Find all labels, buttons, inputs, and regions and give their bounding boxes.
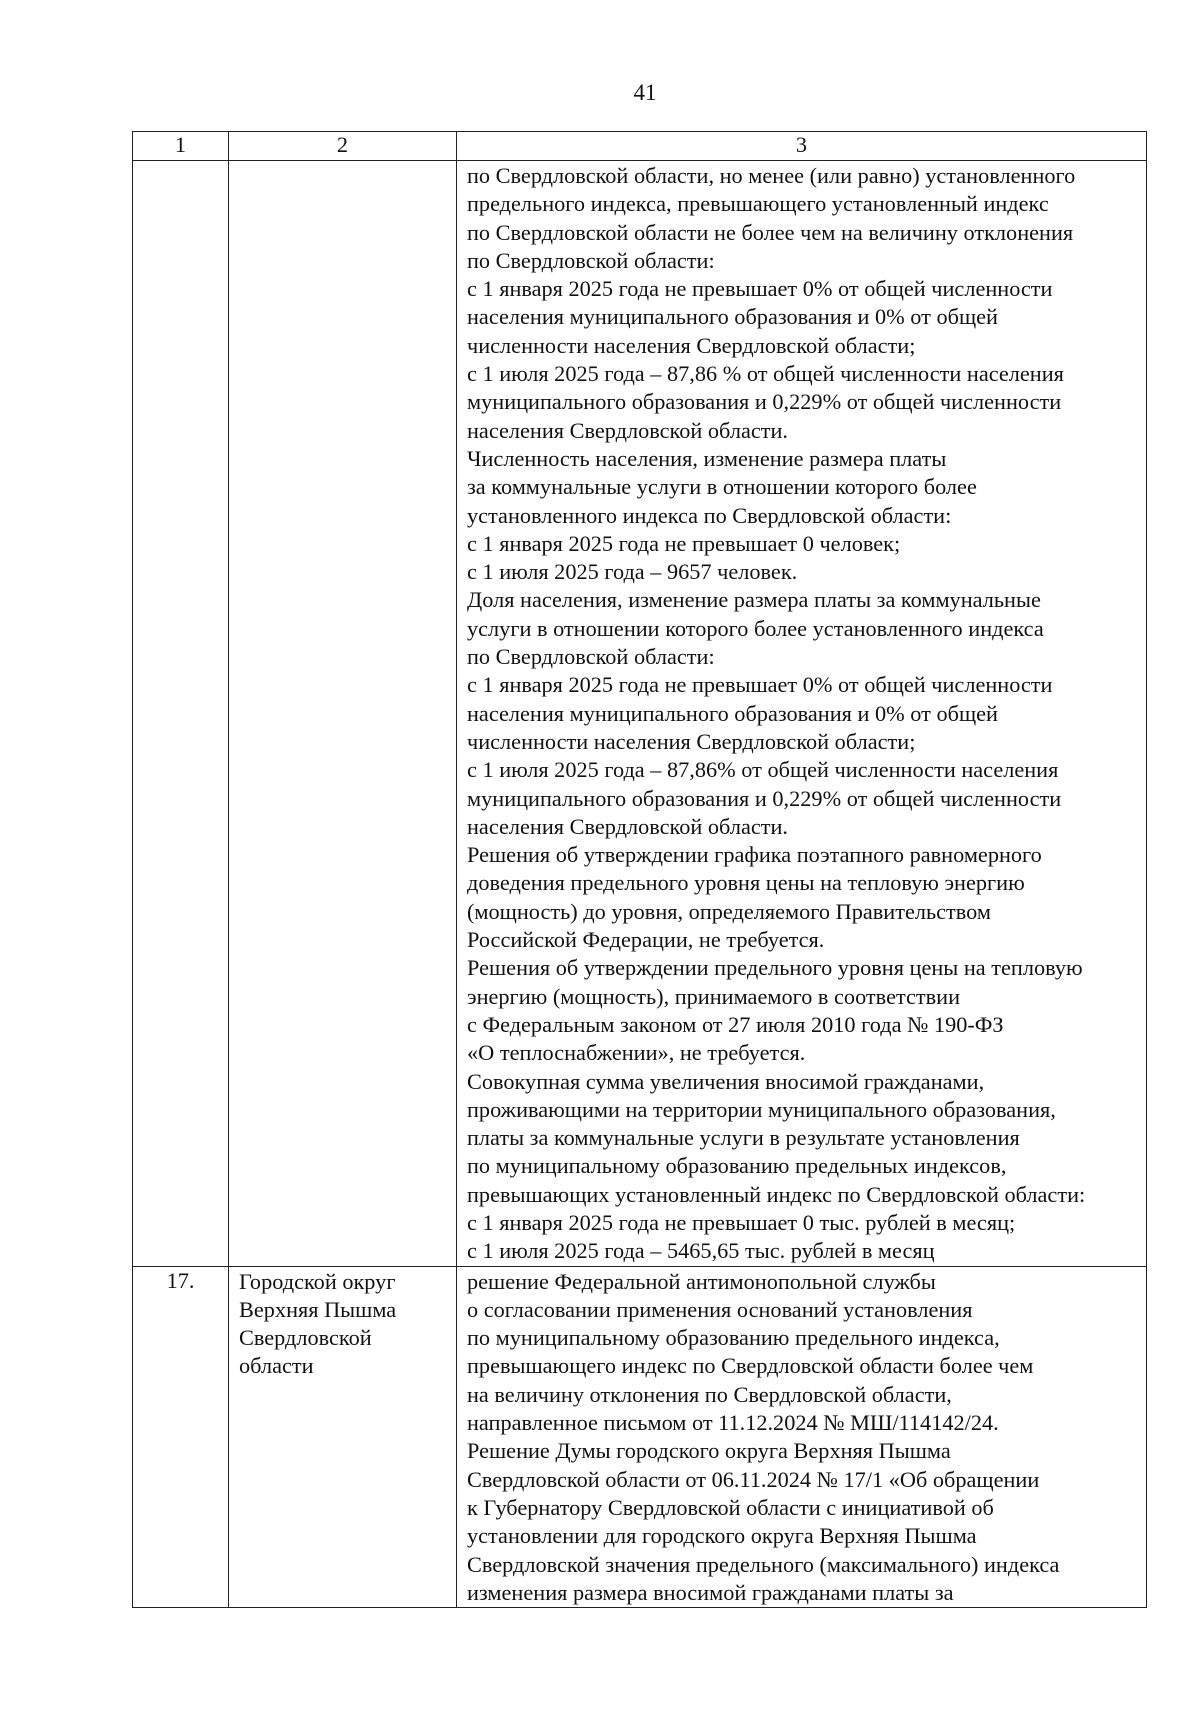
text-line: энергию (мощность), принимаемого в соответствии — [467, 983, 961, 1009]
text-line: изменения размера вносимой гражданами платы за — [467, 1579, 954, 1605]
text-line: населения муниципального образования и 0% от общей — [467, 700, 998, 726]
text-line: по Свердловской области, но менее (или равно) установленного — [467, 163, 1076, 188]
column-header-1: 1 — [133, 132, 229, 161]
municipality-name-cell — [229, 1266, 457, 1608]
text-line: Свердловской значения предельного (максимального) индекса — [467, 1551, 1060, 1577]
text-line: по муниципальному образованию предельных индексов, — [467, 1153, 1007, 1179]
text-line: превышающего индекс по Свердловской области более чем — [467, 1353, 1034, 1379]
text-line: Решения об утверждении предельного уровня цены на тепловую — [467, 955, 1083, 981]
text-line: Российской Федерации, не требуется. — [467, 927, 825, 953]
text-line: муниципального образования и 0,229% от общей численности — [467, 785, 1062, 811]
column-header-2: 2 — [229, 132, 457, 161]
text-line: Свердловской области от 06.11.2024 № 17/1 «Об обращении — [467, 1466, 1040, 1492]
table-row-continued — [133, 161, 1147, 1267]
text-line: за коммунальные услуги в отношении которого более — [467, 474, 977, 500]
text-line: проживающими на территории муниципального образования, — [467, 1096, 1056, 1122]
text-line: с 1 июля 2025 года – 5465,65 тыс. рублей в месяц — [467, 1238, 935, 1264]
text-line: к Губернатору Свердловской области с инициативой об — [467, 1494, 994, 1520]
row-number-cell — [133, 161, 229, 1267]
text-line: установлении для городского округа Верхняя Пышма — [467, 1523, 977, 1549]
table-row-17 — [133, 1266, 1147, 1608]
text-line: установленного индекса по Свердловской области: — [467, 502, 952, 528]
text-line: «О теплоснабжении», не требуется. — [467, 1040, 806, 1066]
description-cell — [457, 1266, 1147, 1608]
text-line: по Свердловской области: — [467, 247, 715, 273]
text-line: Доля населения, изменение размера платы за коммунальные — [467, 587, 1041, 613]
municipality-name-cell — [229, 161, 457, 1267]
text-line: области — [239, 1353, 314, 1379]
text-line: муниципального образования и 0,229% от общей численности — [467, 389, 1062, 415]
text-line: Решение Думы городского округа Верхняя Пышма — [467, 1438, 951, 1464]
text-line: с 1 января 2025 года не превышает 0 тыс. рублей в месяц; — [467, 1209, 1016, 1235]
text-line: превышающих установленный индекс по Свердловской области: — [467, 1181, 1086, 1207]
document-table — [132, 131, 1147, 1608]
text-line: населения Свердловской области. — [467, 813, 789, 839]
column-header-3: 3 — [457, 132, 1147, 161]
text-line: населения Свердловской области. — [467, 417, 789, 443]
page-number: 41 — [633, 80, 657, 105]
text-line: с 1 июля 2025 года – 87,86% от общей численности населения — [467, 757, 1059, 783]
text-line: численности населения Свердловской области; — [467, 728, 916, 754]
text-line: с 1 января 2025 года не превышает 0% от общей численности — [467, 276, 1053, 302]
text-line: с 1 января 2025 года не превышает 0 человек; — [467, 530, 901, 556]
text-line: по муниципальному образованию предельного индекса, — [467, 1325, 1000, 1351]
text-line: предельного индекса, превышающего установленный индекс — [467, 191, 1049, 217]
text-line: по Свердловской области не более чем на величину отклонения — [467, 219, 1074, 245]
text-line: населения муниципального образования и 0% от общей — [467, 304, 998, 330]
text-line: на величину отклонения по Свердловской области, — [467, 1381, 952, 1407]
text-line: платы за коммунальные услуги в результате установления — [467, 1125, 1020, 1151]
description-cell — [457, 161, 1147, 1267]
table-header-row — [133, 132, 1147, 161]
text-line: с 1 июля 2025 года – 87,86 % от общей численности населения — [467, 361, 1064, 387]
text-line: с 1 января 2025 года не превышает 0% от общей численности — [467, 672, 1053, 698]
row-number-cell: 17. — [133, 1266, 229, 1608]
text-line: Численность населения, изменение размера платы — [467, 445, 947, 471]
text-line: Верхняя Пышма — [239, 1296, 397, 1322]
text-line: Совокупная сумма увеличения вносимой гражданами, — [467, 1068, 985, 1094]
text-line: направленное письмом от 11.12.2024 № МШ/114142/24. — [467, 1410, 999, 1436]
text-line: с 1 июля 2025 года – 9657 человек. — [467, 559, 798, 585]
text-line: с Федеральным законом от 27 июля 2010 года № 190-ФЗ — [467, 1011, 1004, 1037]
text-line: доведения предельного уровня цены на тепловую энергию — [467, 870, 1025, 896]
text-line: Решения об утверждении графика поэтапного равномерного — [467, 842, 1042, 868]
text-line: Городской округ — [239, 1268, 396, 1294]
text-line: (мощность) до уровня, определяемого Правительством — [467, 898, 991, 924]
text-line: численности населения Свердловской области; — [467, 332, 916, 358]
text-line: о согласовании применения оснований установления — [467, 1296, 973, 1322]
text-line: по Свердловской области: — [467, 644, 715, 670]
text-line: Свердловской — [239, 1325, 372, 1351]
text-line: услуги в отношении которого более установленного индекса — [467, 615, 1044, 641]
text-line: решение Федеральной антимонопольной службы — [467, 1268, 936, 1294]
